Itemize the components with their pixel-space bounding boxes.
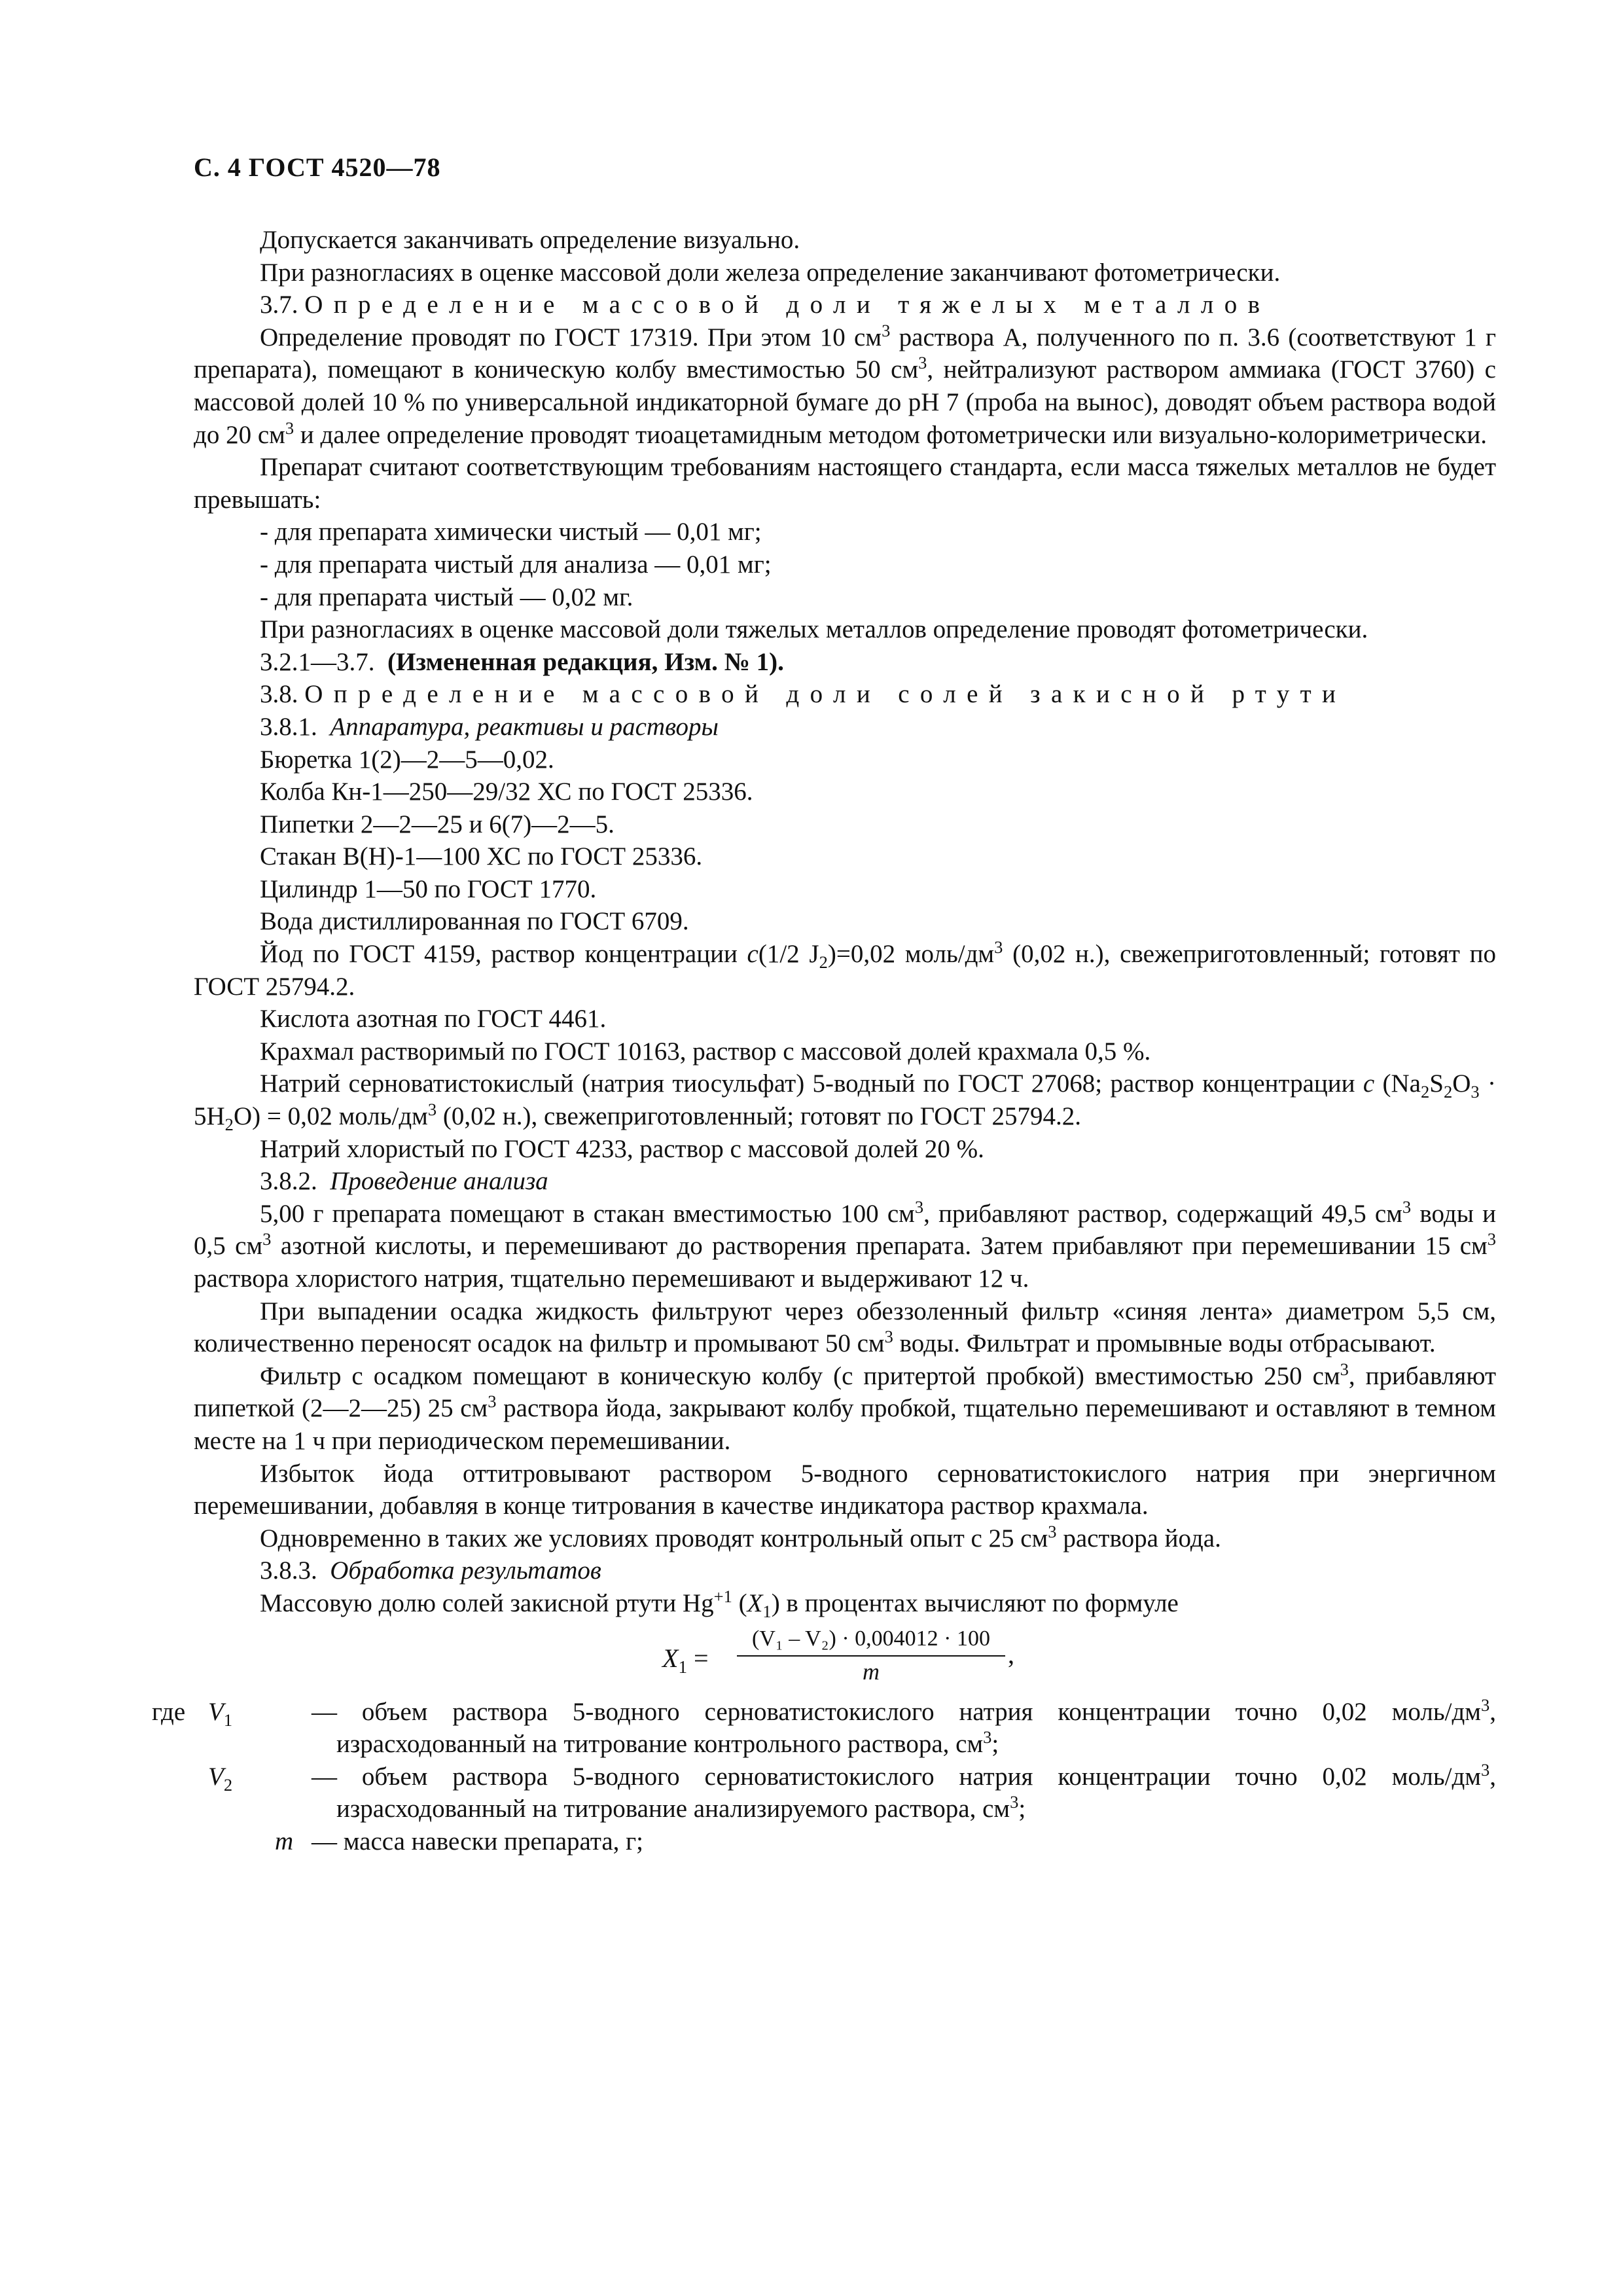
paragraph: Фильтр с осадком помещают в коническую колбу (с притертой пробкой) вместимостью 250 $см^3$, прибавляют пипеткой (2—2—25) 25 $см^3$ раствора йода, закрывают колбу пробкой, тщательно перемешивают и оставляют в темном месте на 1 ч при периодическом перемешивании. [194, 1359, 1496, 1455]
where-label: где [152, 1697, 186, 1726]
paragraph: При выпадении осадка жидкость фильтруют через обеззоленный фильтр «синяя лента» диаметром 5,5 см, количественно переносят осадок на фильтр и промывают 50 $см^3$ воды. Фильтрат и промывные воды отбрасывают. [194, 1297, 1496, 1358]
formula-numerator: (V₁ – V₂) · 0,004012 · 100 [737, 1624, 1005, 1657]
list-item: Йод по ГОСТ 4159, раствор концентрации c(1/2 $J_2)=0,02$ моль/$дм^3$ (0,02 н.), свежеприготовленный; готовят по ГОСТ 25794.2. [194, 937, 1497, 1001]
paragraph: Допускается заканчивать определение визуально. [260, 226, 800, 254]
section-number: 3.7. [260, 291, 298, 319]
paragraph: Избыток йода оттитровывают раствором 5-водного серноватистокислого натрия при энергичном перемешивании, добавляя в конце титрования в качестве индикатора раствор крахмала. [194, 1459, 1496, 1520]
list-item: Колба Кн-1—250—29/32 ХС по ГОСТ 25336. [260, 778, 753, 806]
document-body [152, 224, 1497, 1858]
formula-trailing: , [1008, 1639, 1014, 1669]
subsection-heading-3-8-2: 3.8.2. Проведение анализа [260, 1167, 548, 1196]
section-title: Определение массовой доли солей закисной ртути [304, 680, 1347, 709]
list-item: Бюретка 1(2)—2—5—0,02. [260, 745, 554, 774]
definition-row [194, 1761, 1496, 1825]
formula [194, 1624, 1496, 1692]
list-item: Натрий серноватистокислый (натрия тиосульфат) 5-водный по ГОСТ 27068; раствор концентрации c $(Na_2S_2O_3 \cdot 5H_2O) = 0,02$ моль/$дм^3$ (0,02 н.), свежеприготовленный; готовят по ГОСТ 25794.2. [194, 1069, 1496, 1134]
paragraph: Массовую долю солей закисной ртути $Hg^{+1}$ $(X_1)$ в процентах вычисляют по формуле [260, 1586, 1179, 1621]
subsection-heading-3-8-3: 3.8.3. Обработка результатов [260, 1556, 601, 1585]
paragraph: Определение проводят по ГОСТ 17319. При этом 10 $см^3$ раствора А, полученного по п. 3.6 (соответствуют 1 г препарата), помещают в коническую колбу вместимостью 50 $см^3$, нейтрализуют раствором аммиака (ГОСТ 3760) с массовой долей 10 % по универсальной индикаторной бумаге до pH 7 (проба на вынос), доводят объем раствора водой до 20 $см^3$ и далее определение проводят тиоацетамидным методом фотометрически или визуально-колориметрически. [194, 320, 1497, 449]
paragraph: При разногласиях в оценке массовой доли железа определение заканчивают фотометрически. [260, 258, 1281, 287]
section-heading-3-8 [194, 678, 1496, 711]
definition-row [194, 1825, 1496, 1858]
list-item: Натрий хлористый по ГОСТ 4233, раствор с массовой долей 20 %. [260, 1134, 984, 1163]
list-item: - для препарата чистый — 0,02 мг. [260, 583, 633, 611]
list-item: Стакан В(Н)-1—100 ХС по ГОСТ 25336. [260, 842, 703, 871]
definition-text: — объем раствора 5-водного серноватистокислого натрия концентрации точно 0,02 моль/$дм^3$, израсходованный на титрование контрольного раствора, $см^3$; [312, 1695, 1496, 1759]
formula-lhs: $X_1$ = [662, 1643, 709, 1677]
list-item: Кислота азотная по ГОСТ 4461. [260, 1005, 607, 1033]
variable-definitions [152, 1695, 1496, 1858]
amendment-note: 3.2.1—3.7. (Измененная редакция, Изм. № 1). [260, 647, 784, 676]
subsection-heading-3-8-1: 3.8.1. Аппаратура, реактивы и растворы [260, 712, 719, 741]
variable-symbol: $V_2$ [208, 1762, 233, 1795]
page-header: С. 4 ГОСТ 4520—78 [194, 152, 441, 182]
list-item: - для препарата чистый для анализа — 0,01 мг; [260, 550, 772, 579]
definition-row [152, 1695, 1496, 1761]
paragraph: Одновременно в таких же условиях проводят контрольный опыт с 25 $см^3$ раствора йода. [260, 1521, 1221, 1552]
formula-fraction [737, 1624, 1005, 1687]
list-item: Пипетки 2—2—25 и 6(7)—2—5. [260, 810, 615, 838]
paragraph: 5,00 г препарата помещают в стакан вместимостью 100 $см^3$, прибавляют раствор, содержащий 49,5 $см^3$ воды и 0,5 $см^3$ азотной кислоты, и перемешивают до растворения препарата. Затем прибавляют при перемешивании 15 $см^3$ раствора хлористого натрия, тщательно перемешивают и выдерживают 12 ч. [194, 1196, 1497, 1293]
section-title: Определение массовой доли тяжелых металлов [304, 291, 1271, 319]
paragraph: Препарат считают соответствующим требованиям настоящего стандарта, если масса тяжелых металлов не будет превышать: [194, 453, 1496, 514]
definition-text: — объем раствора 5-водного серноватистокислого натрия концентрации точно 0,02 моль/$дм^3$, израсходованный на титрование анализируемого раствора, $см^3$; [312, 1759, 1496, 1823]
variable-symbol: m [275, 1827, 294, 1856]
variable-symbol: $V_1$ [208, 1697, 233, 1730]
definition-text: — масса навески препарата, г; [312, 1827, 643, 1856]
section-heading-3-7 [194, 289, 1496, 321]
paragraph: При разногласиях в оценке массовой доли тяжелых металлов определение проводят фотометрически. [260, 615, 1368, 644]
list-item: Крахмал растворимый по ГОСТ 10163, раствор с массовой долей крахмала 0,5 %. [260, 1037, 1151, 1066]
formula-denominator: m [863, 1658, 880, 1685]
list-item: Цилиндр 1—50 по ГОСТ 1770. [260, 874, 597, 903]
list-item: Вода дистиллированная по ГОСТ 6709. [260, 907, 689, 936]
list-item: - для препарата химически чистый — 0,01 мг; [260, 518, 762, 547]
section-number: 3.8. [260, 680, 298, 709]
